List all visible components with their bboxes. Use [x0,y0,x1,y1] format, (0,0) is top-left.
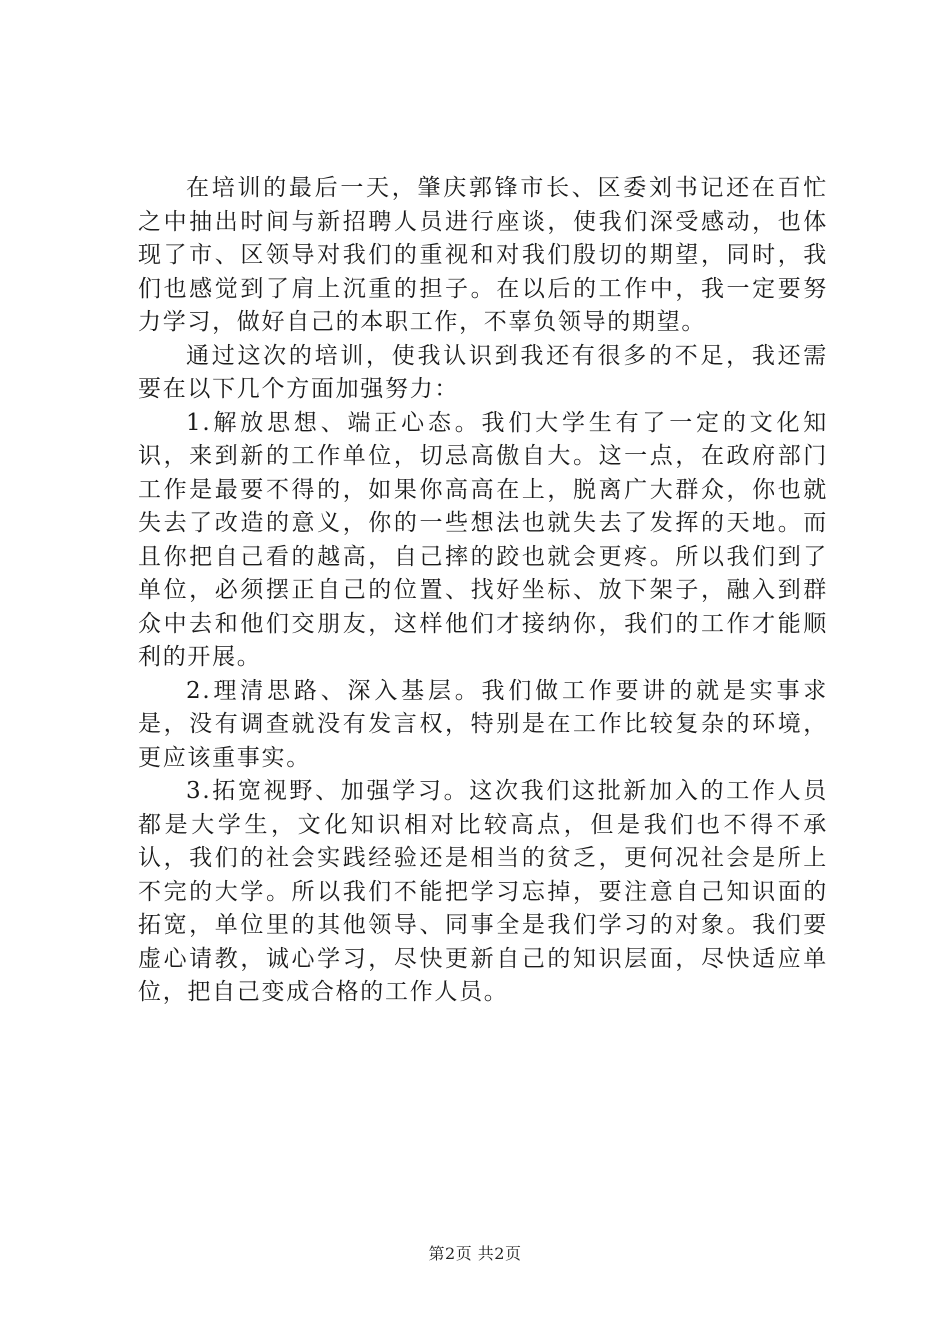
paragraph-point-1: 1.解放思想、端正心态。我们大学生有了一定的文化知识，来到新的工作单位，切忌高傲自大。这一点，在政府部门工作是最要不得的，如果你高高在上，脱离广大群众，你也就失去了改造的意义，你的一些想法也就失去了发挥的天地。而且你把自己看的越高，自己摔的跤也就会更疼。所以我们到了单位，必须摆正自己的位置、找好坐标、放下架子，融入到群众中去和他们交朋友，这样他们才接纳你，我们的工作才能顺利的开展。 [138,409,828,670]
paragraph-intro-shortcomings: 通过这次的培训，使我认识到我还有很多的不足，我还需要在以下几个方面加强努力： [138,342,828,402]
paragraph-point-2: 2.理清思路、深入基层。我们做工作要讲的就是实事求是，没有调查就没有发言权，特别是在工作比较复杂的环境，更应该重事实。 [138,677,828,771]
paragraph-point-3: 3.拓宽视野、加强学习。这次我们这批新加入的工作人员都是大学生，文化知识相对比较高点，但是我们也不得不承认，我们的社会实践经验还是相当的贫乏，更何况社会是所上不完的大学。所以我们不能把学习忘掉，要注意自己知识面的拓宽，单位里的其他领导、同事全是我们学习的对象。我们要虚心请教，诚心学习，尽快更新自己的知识层面，尽快适应单位，把自己变成合格的工作人员。 [138,778,828,1005]
document-body [138,172,828,1010]
page-footer: 第2页 共2页 [428,1244,522,1263]
paragraph-meeting: 在培训的最后一天，肇庆郭锋市长、区委刘书记还在百忙之中抽出时间与新招聘人员进行座谈，使我们深受感动，也体现了市、区领导对我们的重视和对我们殷切的期望，同时，我们也感觉到了肩上沉重的担子。在以后的工作中，我一定要努力学习，做好自己的本职工作，不辜负领导的期望。 [138,175,828,335]
